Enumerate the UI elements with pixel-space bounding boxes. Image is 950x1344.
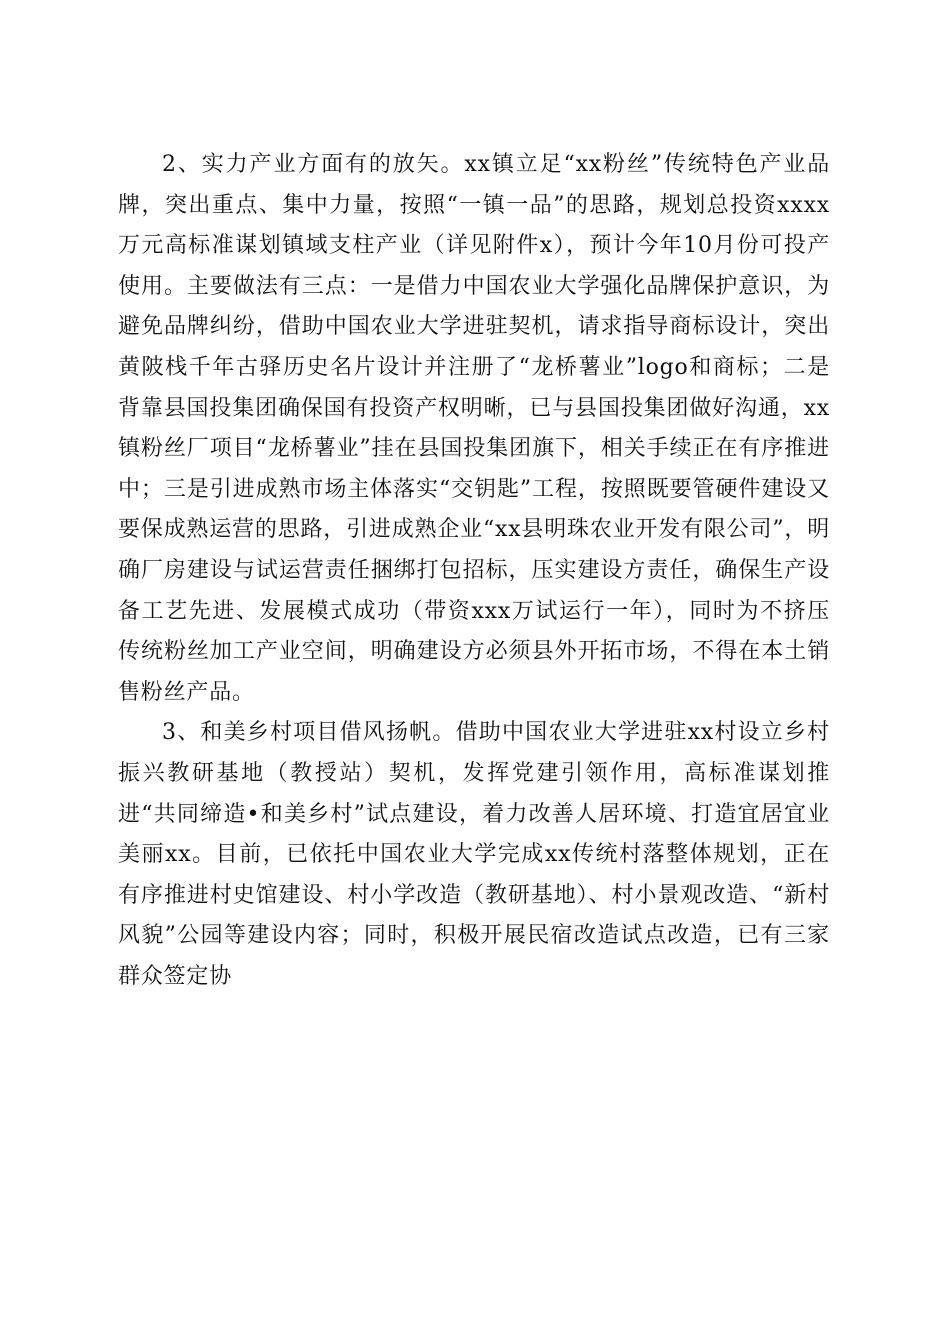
paragraph-industry: 2、实力产业方面有的放矢。xx镇立足“xx粉丝”传统特色产业品牌，突出重点、集中力量，按照“一镇一品”的思路，规划总投资xxxx万元高标准谋划镇域支柱产业（详见附件x），预计今年10月份可投产使用。主要做法有三点：一是借力中国农业大学强化品牌保护意识，为避免品牌纠纷，借助中国农业大学进驻契机，请求指导商标设计，突出黄陂栈千年古驿历史名片设计并注册了“龙桥薯业”logo和商标；二是背靠县国投集团确保国有投资产权明晰，已与县国投集团做好沟通，xx镇粉丝厂项目“龙桥薯业”挂在县国投集团旗下，相关手续正在有序推进中；三是引进成熟市场主体落实“交钥匙”工程，按照既要管硬件建设又要保成熟运营的思路，引进成熟企业“xx县明珠农业开发有限公司”，明确厂房建设与试运营责任捆绑打包招标，压实建设方责任，确保生产设备工艺先进、发展模式成功（带资xxx万试运行一年），同时为不挤压传统粉丝加工产业空间，明确建设方必须县外开拓市场，不得在本土销售粉丝产品。	[118, 152, 830, 705]
document-body	[118, 145, 830, 997]
paragraph-village: 3、和美乡村项目借风扬帆。借助中国农业大学进驻xx村设立乡村振兴教研基地（教授站）契机，发挥党建引领作用，高标准谋划推进“共同缔造•和美乡村”试点建设，着力改善人居环境、打造宜居宜业美丽xx。目前，已依托中国农业大学完成xx传统村落整体规划，正在有序推进村史馆建设、村小学改造（教研基地）、村小景观改造、“新村风貌”公园等建设内容；同时，积极开展民宿改造试点改造，已有三家群众签定协	[118, 720, 830, 989]
